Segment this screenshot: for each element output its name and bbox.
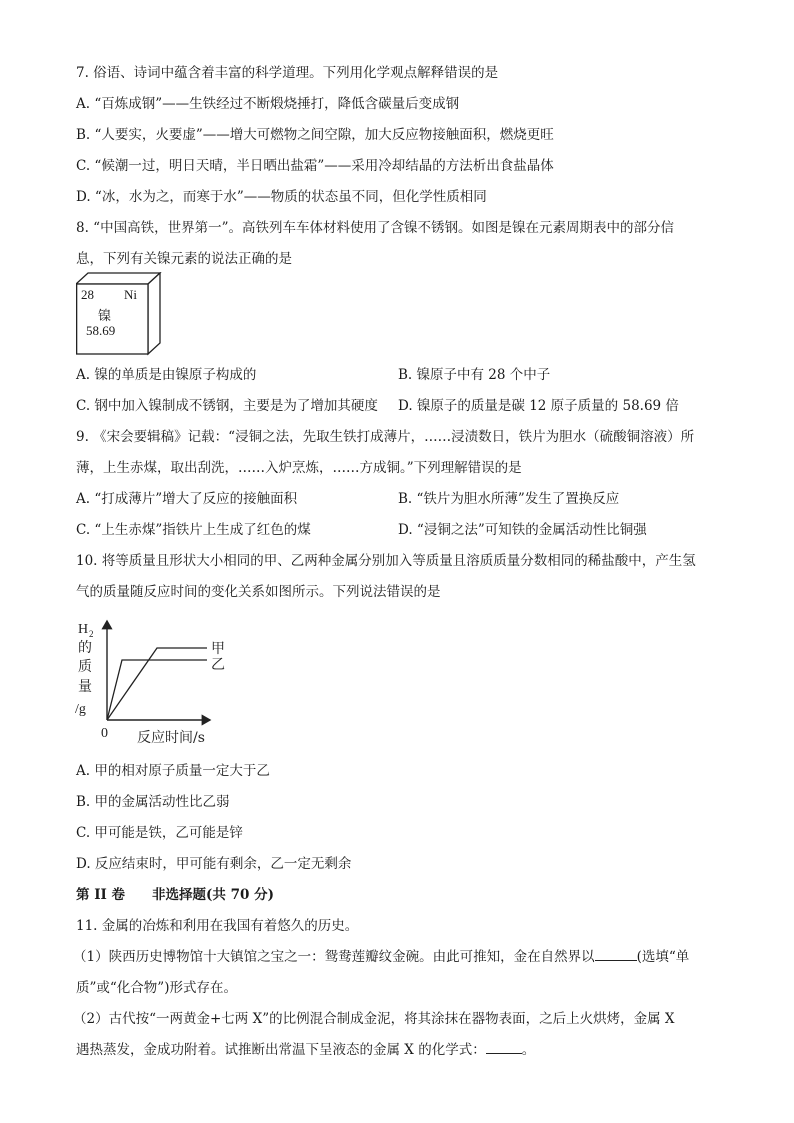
nickel-element-cell [76,272,162,356]
series-label-1: 乙 [211,657,225,673]
q8-option-d: D. 镍原子的质量是碳 12 原子质量的 58.69 倍 [398,398,679,414]
answer-blank-1[interactable] [595,948,637,961]
element-name: 镍 [98,309,112,324]
y-axis-label-part-1: 的 [78,640,92,656]
q10-stem-line2: 气的质量随反应时间的变化关系如图所示。下列说法错误的是 [76,584,441,600]
q7-option-d: D. “冰，水为之，而寒于水”——物质的状态虽不同，但化学性质相同 [76,189,487,205]
q8-stem-line2: 息，下列有关镍元素的说法正确的是 [76,251,292,267]
q10-option-d: D. 反应结束时，甲可能有剩余，乙一定无剩余 [76,856,352,872]
q9-stem-line2: 薄，上生赤煤，取出刮洗，……入炉烹炼，……方成铜。”下列理解错误的是 [76,460,522,476]
q7-stem: 7. 俗语、诗词中蕴含着丰富的科学道理。下列用化学观点解释错误的是 [76,65,499,81]
y-axis-label-part-4: /g [75,702,86,717]
q9-option-b: B. “铁片为胆水所薄”发生了置换反应 [398,491,620,507]
q9-option-c: C. “上生赤煤”指铁片上生成了红色的煤 [76,522,311,538]
q10-option-c: C. 甲可能是铁，乙可能是锌 [76,825,243,841]
atomic-mass: 58.69 [86,323,116,338]
answer-blank-2[interactable] [486,1041,522,1054]
q8-option-b: B. 镍原子中有 28 个中子 [398,367,551,383]
q11-part1-line1 [73,948,689,966]
x-axis-label: 反应时间/s [137,730,205,746]
q8-option-c: C. 钢中加入镍制成不锈钢，主要是为了增加其硬度 [76,398,378,414]
q11-part1-text: （1）陕西历史博物馆十大镇馆之宝之一：鸳鸯莲瓣纹金碗。由此可推知，金在自然界以 [73,949,595,965]
y-axis-label-part-2: 质 [78,659,92,675]
q7-option-c: C. “候潮一过，明日天晴，半日晒出盐霜”——采用冷却结晶的方法析出食盐晶体 [76,158,554,174]
y-axis-label-subscript: 2 [89,629,94,639]
q8-option-a: A. 镍的单质是由镍原子构成的 [76,367,257,383]
element-cube-outline [76,272,162,356]
q11-part2-tail: 。 [521,1042,536,1058]
q8-stem-line1: 8. “中国高铁，世界第一”。高铁列车车体材料使用了含镍不锈钢。如图是镍在元素周期表中的部分信 [76,220,674,236]
series-line-0 [107,648,207,720]
series-label-0: 甲 [211,641,225,657]
q11-stem: 11. 金属的冶炼和利用在我国有着悠久的历史。 [76,918,359,934]
q10-stem-line1: 10. 将等质量且形状大小相同的甲、乙两种金属分别加入等质量且溶质质量分数相同的稀盐酸中，产生氢 [76,553,696,569]
atomic-number: 28 [81,287,94,302]
series-line-1 [107,660,207,720]
q10-option-a: A. 甲的相对原子质量一定大于乙 [76,763,270,779]
q9-option-a: A. “打成薄片”增大了反应的接触面积 [76,491,298,507]
q7-option-b: B. “人要实，火要虚”——增大可燃物之间空隙，加大反应物接触面积，燃烧更旺 [76,127,554,143]
q11-part1-tail: (选填“单 [636,949,690,965]
q11-part1-line2: 质”或“化合物”)形式存在。 [76,980,237,996]
origin-label: 0 [101,726,108,741]
section-heading: 第 II 卷 非选择题(共 70 分) [76,887,274,903]
q9-stem-line1: 9. 《宋会要辑稿》记载：“浸铜之法，先取生铁打成薄片，……浸渍数日，铁片为胆水（硫酸铜溶液）所 [76,429,695,445]
q9-option-d: D. “浸铜之法”可知铁的金属活动性比铜强 [398,522,647,538]
element-symbol: Ni [124,287,137,302]
y-axis-label-part-3: 量 [78,679,92,695]
q7-option-a: A. “百炼成钢”——生铁经过不断煅烧捶打，降低含碳量后变成钢 [76,96,460,112]
q11-part2-line2 [76,1041,535,1059]
chart-canvas [72,613,232,748]
hydrogen-mass-chart [72,613,232,748]
q11-part2-line1: （2）古代按“一两黄金+七两 X”的比例混合制成金泥，将其涂抹在器物表面，之后上火烘烤，金属 X [73,1011,675,1027]
q10-option-b: B. 甲的金属活动性比乙弱 [76,794,230,810]
q11-part2-text: 遇热蒸发，金成功附着。试推断出常温下呈液态的金属 X 的化学式： [76,1042,486,1058]
y-axis-label-part-0: H [78,622,89,637]
